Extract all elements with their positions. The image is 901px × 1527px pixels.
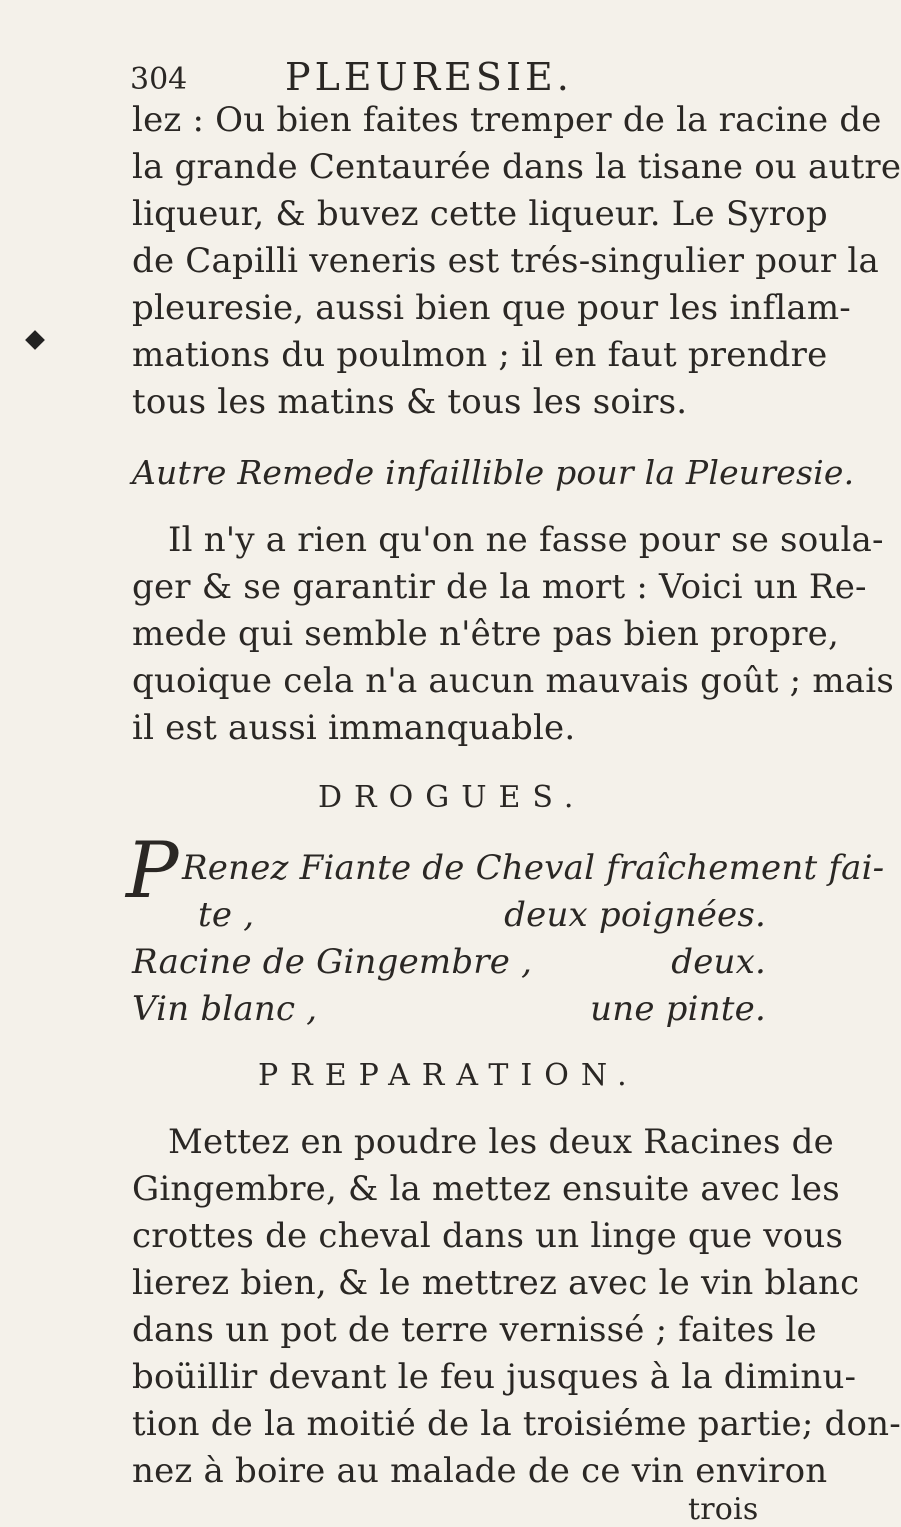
text-line: lez : Ou bien faites tremper de la racine de: [132, 100, 882, 140]
text-line: Il n'y a rien qu'on ne fasse pour se soula-: [168, 520, 884, 560]
recipe-line: te ,: [198, 895, 255, 935]
text-line: liqueur, & buvez cette liqueur. Le Syrop: [132, 194, 828, 234]
text-line: mations du poulmon ; il en faut prendre: [132, 335, 828, 375]
recipe-line: Vin blanc ,: [132, 989, 318, 1029]
page-number: 304: [130, 62, 188, 97]
text-line: Gingembre, & la mettez ensuite avec les: [132, 1169, 840, 1209]
drogues-heading: DROGUES.: [318, 780, 586, 815]
text-line: mede qui semble n'être pas bien propre,: [132, 614, 839, 654]
text-line: la grande Centaurée dans la tisane ou autre: [132, 147, 901, 187]
section-heading: Autre Remede infaillible pour la Pleuresie.: [132, 453, 855, 492]
text-line: quoique cela n'a aucun mauvais goût ; mais: [132, 661, 894, 701]
text-line: lierez bien, & le mettrez avec le vin blanc: [132, 1263, 860, 1303]
text-line: crottes de cheval dans un linge que vous: [132, 1216, 844, 1256]
drop-cap: P: [126, 826, 179, 916]
text-line: pleuresie, aussi bien que pour les inflam-: [132, 288, 851, 328]
recipe-line: Renez Fiante de Cheval fraîchement fai-: [182, 848, 885, 888]
text-line: tous les matins & tous les soirs.: [132, 382, 688, 422]
recipe-quantity: une pinte.: [590, 989, 766, 1029]
text-line: tion de la moitié de la troisiéme partie; don-: [132, 1404, 901, 1444]
recipe-quantity: deux poignées.: [504, 895, 766, 935]
catchword: trois: [688, 1492, 759, 1527]
text-line: dans un pot de terre vernissé ; faites le: [132, 1310, 817, 1350]
recipe-quantity: deux.: [671, 942, 766, 982]
text-line: boüillir devant le feu jusques à la diminu-: [132, 1357, 857, 1397]
preparation-heading: PREPARATION.: [258, 1058, 639, 1093]
text-line: Mettez en poudre les deux Racines de: [168, 1122, 834, 1162]
text-line: il est aussi immanquable.: [132, 708, 576, 748]
recipe-line: Racine de Gingembre ,: [132, 942, 533, 982]
text-line: de Capilli veneris est trés-singulier pour la: [132, 241, 879, 281]
margin-mark: [25, 330, 45, 350]
text-line: ger & se garantir de la mort : Voici un Re-: [132, 567, 867, 607]
text-line: nez à boire au malade de ce vin environ: [132, 1451, 828, 1491]
running-title: PLEURESIE.: [285, 55, 573, 99]
